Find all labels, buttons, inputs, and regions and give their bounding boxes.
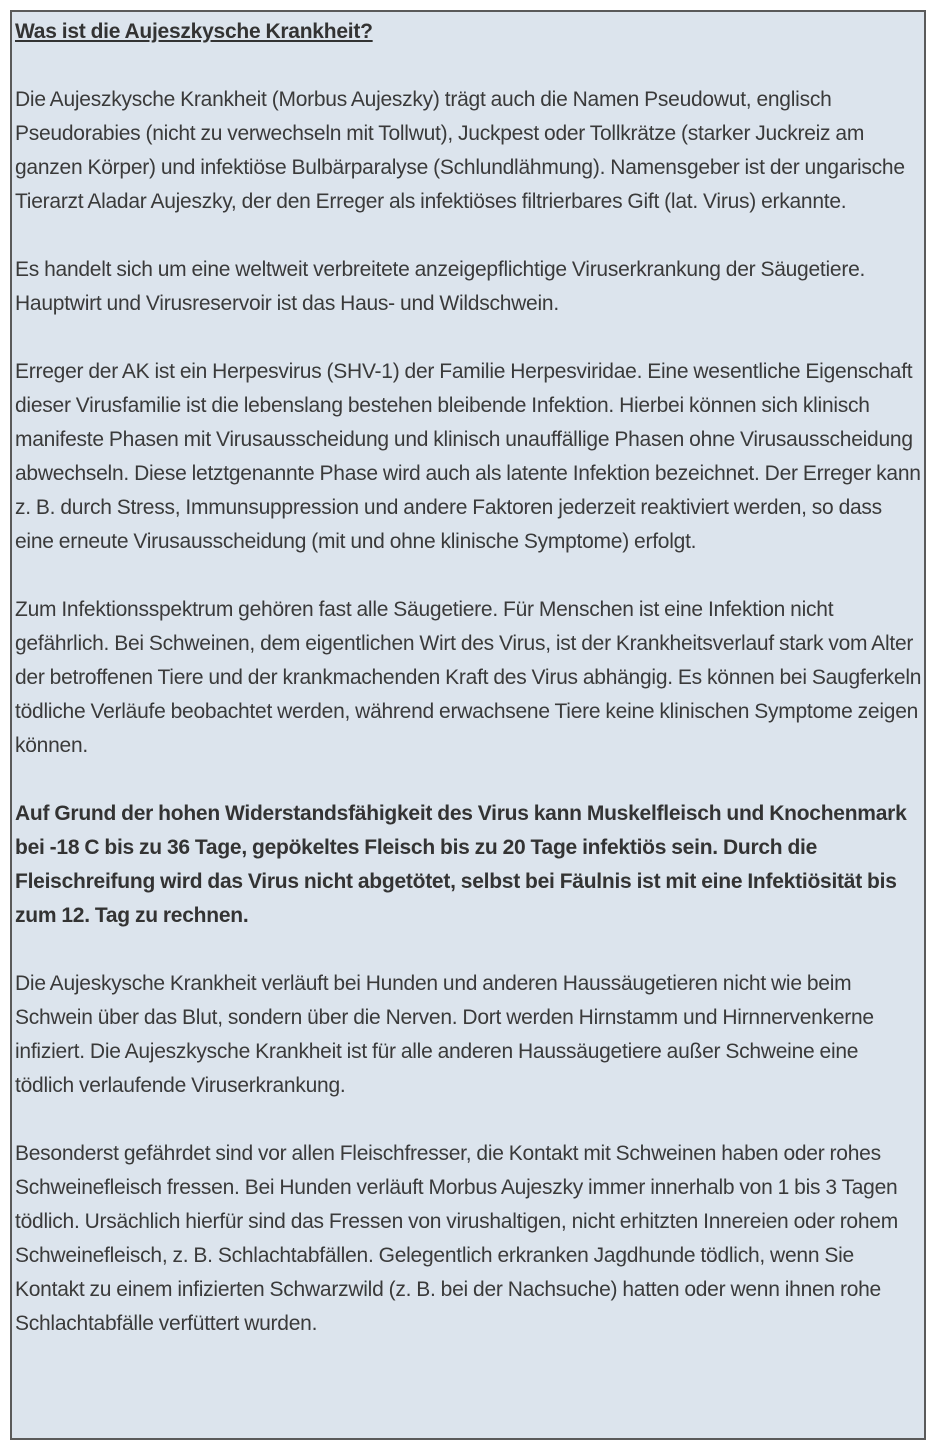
paragraph-carnivores: Besonderst gefährdet sind vor allen Fleischfresser, die Kontakt mit Schweinen haben oder rohes Schweinefleisch fressen. Bei Hunden verläuft Morbus Aujeszky immer innerhalb von 1 bis 3 Tagen tödlich. Ursächlich hierfür sind das Fressen von virushaltigen, nicht erhitzten Innereien oder rohem Schweinefleisch, z. B. Schlachtabfällen. Gelegentlich erkranken Jagdhunde tödlich, wenn Sie Kontakt zu einem infizierten Schwarzwild (z. B. bei der Nachsuche) hatten oder wenn ihnen rohe Schlachtabfälle verfüttert wurden. [15,1142,898,1335]
paragraph-pathogen: Erreger der AK ist ein Herpesvirus (SHV-1) der Familie Herpesviridae. Eine wesentliche Eigenschaft dieser Virusfamilie ist die lebenslang bestehen bleibende Infektion. Hierbei können sich klinisch manifeste Phasen mit Virusausscheidung und klinisch unauffällige Phasen ohne Virusausscheidung abwechseln. Diese letztgenannte Phase wird auch als latente Infektion bezeichnet. Der Erreger kann z. B. durch Stress, Immunsuppression und andere Faktoren jederzeit reaktiviert werden, so dass eine erneute Virusausscheidung (mit und ohne klinische Symptome) erfolgt. [15,360,921,553]
paragraph-infection-spectrum: Zum Infektionsspektrum gehören fast alle Säugetiere. Für Menschen ist eine Infektion nicht gefährlich. Bei Schweinen, dem eigentlichen Wirt des Virus, ist der Krankheitsverlauf stark vom Alter der betroffenen Tiere und der krankmachenden Kraft des Virus abhängig. Es können bei Saugferkeln tödliche Verläufe beobachtet werden, während erwachsene Tiere keine klinischen Symptome zeigen können. [15,598,922,757]
paragraph-distribution: Es handelt sich um eine weltweit verbreitete anzeigepflichtige Viruserkrankung der Säugetiere. Hauptwirt und Virusreservoir ist das Haus- und Wildschwein. [15,258,866,315]
paragraph-nervous-system: Die Aujeskysche Krankheit verläuft bei Hunden und anderen Haussäugetieren nicht wie beim Schwein über das Blut, sondern über die Nerven. Dort werden Hirnstamm und Hirnnervenkerne infiziert. Die Aujeszkysche Krankheit ist für alle anderen Haussäugetiere außer Schweine eine tödlich verlaufende Viruserkrankung. [15,972,874,1097]
info-box [10,10,926,1440]
page-title: Was ist die Aujeszkysche Krankheit? [15,20,373,43]
paragraph-names: Die Aujeszkysche Krankheit (Morbus Aujeszky) trägt auch die Namen Pseudowut, englisch Pseudorabies (nicht zu verwechseln mit Tollwut), Juckpest oder Tollkrätze (starker Juckreiz am ganzen Körper) und infektiöse Bulbärparalyse (Schlundlähmung). Namensgeber ist der ungarische Tierarzt Aladar Aujeszky, der den Erreger als infektiöses filtrierbares Gift (lat. Virus) erkannte. [15,88,905,213]
paragraph-resistance-highlight: Auf Grund der hohen Widerstandsfähigkeit des Virus kann Muskelfleisch und Knochenmark bei -18 C bis zu 36 Tage, gepökeltes Fleisch bis zu 20 Tage infektiös sein. Durch die Fleischreifung wird das Virus nicht abgetötet, selbst bei Fäulnis ist mit eine Infektiösität bis zum 12. Tag zu rechnen. [15,802,907,927]
